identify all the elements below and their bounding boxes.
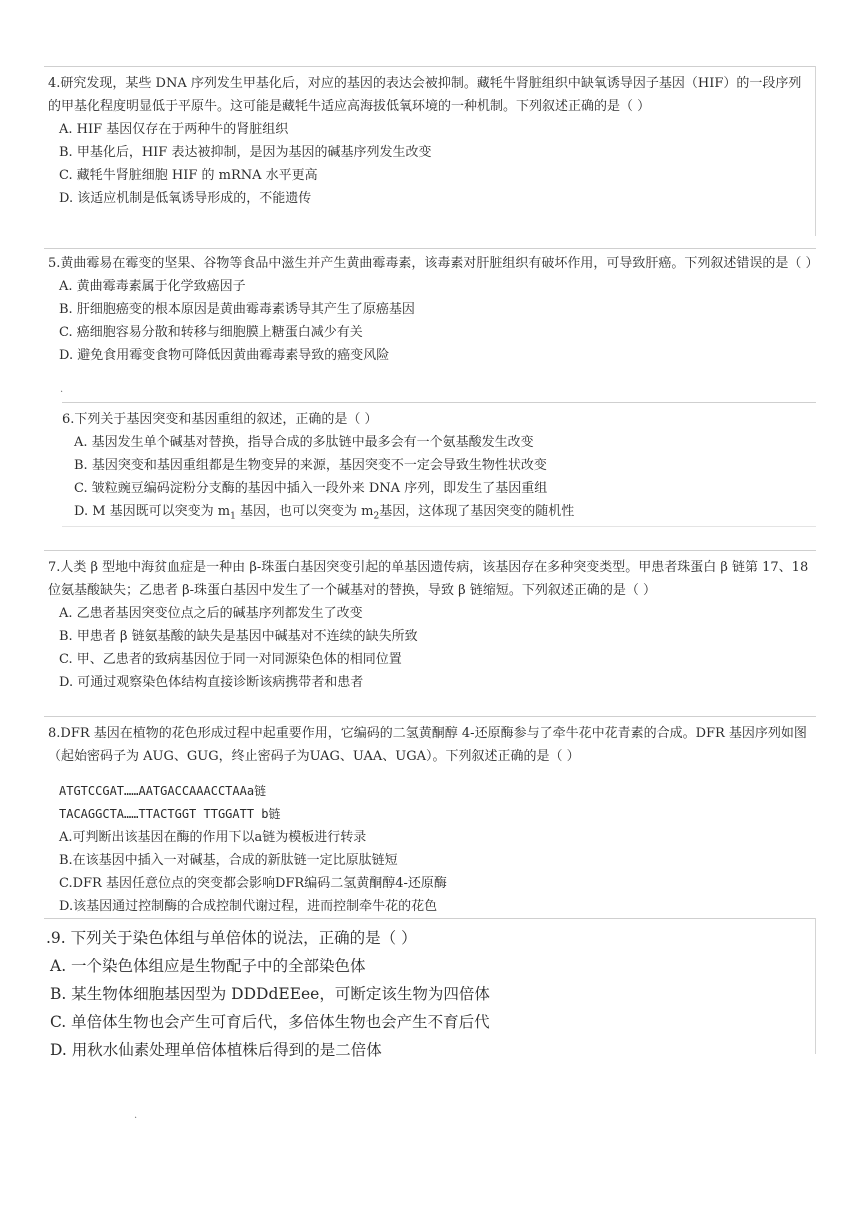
- question-4-stem: 4.研究发现，某些 DNA 序列发生甲基化后，对应的基因的表达会被抑制。藏牦牛肾脏组织中缺氧诱导因子基因（HIF）的一段序列的甲基化程度明显低于平原牛。这可能是藏牦牛适应高海拔低氧环境的一种机制。下列叙述正确的是（ ）: [48, 76, 802, 114]
- stray-mark: .: [134, 1110, 138, 1121]
- question-6: [62, 408, 812, 523]
- q6-bottom-rule: [62, 526, 816, 527]
- question-4-option-d: D. 该适应机制是低氧诱导形成的，不能遗传: [59, 191, 312, 206]
- question-5: [48, 252, 818, 367]
- question-9-option-d: D. 用秋水仙素处理单倍体植株后得到的是二倍体: [50, 1041, 382, 1059]
- q5-top-rule: [44, 248, 816, 249]
- question-7-option-c: C. 甲、乙患者的致病基因位于同一对同源染色体的相同位置: [59, 652, 402, 667]
- question-6-option-b: B. 基因突变和基因重组都是生物变异的来源，基因突变不一定会导致生物性状改变: [74, 458, 547, 473]
- question-6-option-d: D. M 基因既可以突变为 $m_1$ 基因，也可以突变为 $m_2$基因，这体现了基因突变的随机性: [74, 504, 575, 522]
- question-5-option-d: D. 避免食用霉变食物可降低因黄曲霉毒素导致的癌变风险: [59, 348, 390, 363]
- q4-top-rule: [44, 66, 816, 67]
- q4-right-border: [815, 66, 816, 236]
- question-6-option-a: A. 基因发生单个碱基对替换，指导合成的多肽链中最多会有一个氨基酸发生改变: [74, 435, 534, 450]
- question-7: [48, 556, 818, 694]
- question-6-stem: 6.下列关于基因突变和基因重组的叙述，正确的是（ ）: [62, 412, 378, 427]
- question-8-option-a: A.可判断出该基因在酶的作用下以a链为模板进行转录: [59, 830, 367, 845]
- question-9: [46, 924, 806, 1064]
- question-9-option-c: C. 单倍体生物也会产生可育后代，多倍体生物也会产生不育后代: [50, 1013, 490, 1031]
- q8-top-rule: [44, 716, 816, 717]
- q9-top-rule: [44, 918, 816, 919]
- question-7-option-d: D. 可通过观察染色体结构直接诊断该病携带者和患者: [59, 675, 364, 690]
- question-8-option-d: D.该基因通过控制酶的合成控制代谢过程，进而控制牵牛花的花色: [59, 899, 438, 914]
- q9-right-border: [815, 918, 816, 1054]
- question-9-option-b: B. 某生物体细胞基因型为 DDDdEEee，可断定该生物为四倍体: [50, 985, 490, 1003]
- question-7-stem: 7.人类 β 型地中海贫血症是一种由 β-珠蛋白基因突变引起的单基因遗传病，该基因存在多种突变类型。甲患者珠蛋白 β 链第 17、18 位氨基酸缺失；乙患者 β-珠蛋白基因中发生了一个碱基对的替换，导致 β 链缩短。下列叙述正确的是（ ）: [48, 560, 809, 598]
- question-9-option-a: A. 一个染色体组应是生物配子中的全部染色体: [50, 957, 366, 975]
- question-4-option-b: B. 甲基化后，HIF 表达被抑制，是因为基因的碱基序列发生改变: [59, 145, 432, 160]
- dna-strand-b: TACAGGCTA……TTACTGGT TTGGATT b链: [59, 807, 281, 821]
- question-5-option-c: C. 癌细胞容易分散和转移与细胞膜上糖蛋白减少有关: [59, 325, 363, 340]
- question-8-option-c: C.DFR 基因任意位点的突变都会影响DFR编码二氢黄酮醇4-还原酶: [59, 876, 447, 891]
- stray-mark: ·: [60, 387, 64, 398]
- question-7-option-b: B. 甲患者 β 链氨基酸的缺失是基因中碱基对不连续的缺失所致: [59, 629, 418, 644]
- q7-top-rule: [44, 550, 816, 551]
- question-4-option-c: C. 藏牦牛肾脏细胞 HIF 的 mRNA 水平更高: [59, 168, 318, 183]
- question-4-option-a: A. HIF 基因仅存在于两种牛的肾脏组织: [59, 122, 289, 137]
- question-5-option-b: B. 肝细胞癌变的根本原因是黄曲霉毒素诱导其产生了原癌基因: [59, 302, 415, 317]
- question-8-option-b: B.在该基因中插入一对碱基，合成的新肽链一定比原肽链短: [59, 853, 398, 868]
- dna-strand-a: ATGTCCGAT……AATGACCAAACCTAAa链: [59, 784, 267, 798]
- question-5-option-a: A. 黄曲霉毒素属于化学致癌因子: [59, 279, 246, 294]
- question-6-option-c: C. 皱粒豌豆编码淀粉分支酶的基因中插入一段外来 DNA 序列，即发生了基因重组: [74, 481, 548, 496]
- question-8-stem: 8.DFR 基因在植物的花色形成过程中起重要作用，它编码的二氢黄酮醇 4-还原酶参与了牵牛花中花青素的合成。DFR 基因序列如图（起始密码子为 AUG、GUG，终止密码子为UAG、UAA、UGA）。下列叙述正确的是（ ）: [48, 726, 807, 764]
- question-4: [48, 72, 810, 210]
- question-9-stem: .9. 下列关于染色体组与单倍体的说法，正确的是（ ）: [46, 929, 417, 947]
- question-7-option-a: A. 乙患者基因突变位点之后的碱基序列都发生了改变: [59, 606, 363, 621]
- question-5-stem: 5.黄曲霉易在霉变的坚果、谷物等食品中滋生并产生黄曲霉毒素，该毒素对肝脏组织有破坏作用，可导致肝癌。下列叙述错误的是（ ）: [48, 256, 819, 271]
- q6-top-rule: [62, 402, 816, 403]
- question-8: [48, 722, 818, 918]
